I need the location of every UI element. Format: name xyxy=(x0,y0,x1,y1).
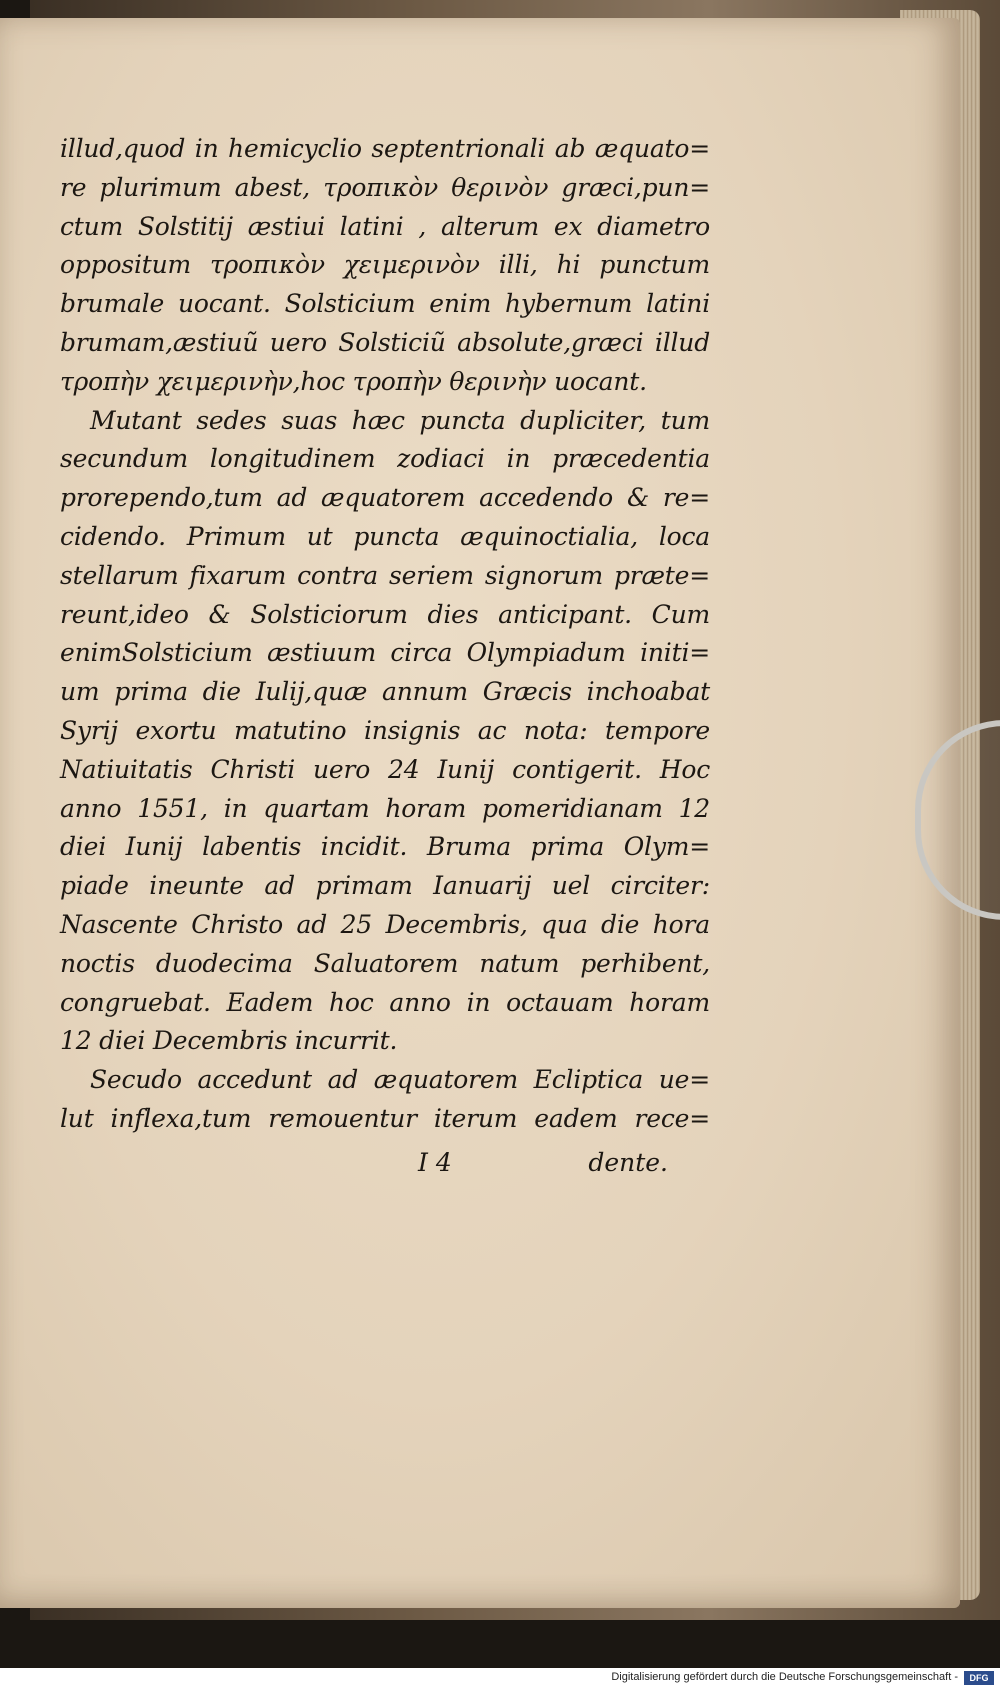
text-line: piade ineunte ad primam Ianuarij uel circiter: xyxy=(60,871,710,901)
text-line: brumam,æstiuũ uero Solsticiũ absolute,græci illud xyxy=(60,327,710,357)
text-line: re plurimum abest, τροπικὸν θερινὸν græci,pun= xyxy=(60,172,710,202)
text-line: anno 1551, in quartam horam pomeridianam 12 xyxy=(60,793,710,823)
text-line: 12 diei Decembris incurrit. xyxy=(60,1026,398,1056)
digitization-credit: Digitalisierung gefördert durch die Deutsche Forschungsgemeinschaft - xyxy=(611,1671,958,1683)
text-line: congruebat. Eadem hoc anno in octauam horam xyxy=(60,987,710,1017)
text-line: Mutant sedes suas hæc puncta dupliciter, tum xyxy=(90,405,710,435)
text-line: secundum longitudinem zodiaci in præcedentia xyxy=(60,444,710,474)
text-line: um prima die Iulij,quæ annum Græcis inchoabat xyxy=(60,677,710,707)
text-line: illud,quod in hemicyclio septentrionali ab æquato= xyxy=(60,134,710,163)
catchword: dente. xyxy=(588,1148,668,1177)
page-footer xyxy=(418,1148,668,1188)
text-line: oppositum τροπικὸν χειμερινὸν illi, hi punctum xyxy=(60,250,710,280)
text-line: cidendo. Primum ut puncta æquinoctialia, loca xyxy=(60,521,710,551)
text-line: ctum Solstitij æstiui latini , alterum ex diametro xyxy=(60,211,710,241)
text-line: τροπὴν χειμερινὴν,hoc τροπὴν θερινὴν uocant. xyxy=(60,366,647,396)
text-line: stellarum fixarum contra seriem signorum præte= xyxy=(60,560,710,590)
text-line: noctis duodecima Saluatorem natum perhibent, xyxy=(60,948,710,978)
text-line: prorependo,tum ad æquatorem accedendo & re= xyxy=(60,483,710,513)
book-page xyxy=(0,18,960,1608)
text-line: Nascente Christo ad 25 Decembris, qua die hora xyxy=(60,909,710,939)
text-line: Secudo accedunt ad æquatorem Ecliptica ue= xyxy=(90,1065,710,1095)
page-text xyxy=(60,130,710,1139)
text-line: Natiuitatis Christi uero 24 Iunij contigerit. Hoc xyxy=(60,754,710,784)
text-line: lut inflexa,tum remouentur iterum eadem rece= xyxy=(60,1103,710,1133)
dfg-logo: DFG xyxy=(964,1671,994,1685)
text-line: brumale uocant. Solsticium enim hybernum latini xyxy=(60,289,710,319)
text-line: diei Iunij labentis incidit. Bruma prima Olym= xyxy=(60,832,710,862)
text-line: reunt,ideo & Solsticiorum dies anticipant. Cum xyxy=(60,599,710,629)
text-line: Syrij exortu matutino insignis ac nota: tempore xyxy=(60,715,710,745)
signature-mark: I 4 xyxy=(418,1148,452,1177)
credit-bar xyxy=(0,1668,1000,1691)
text-line: enimSolsticium æstiuum circa Olympiadum initi= xyxy=(60,638,710,668)
